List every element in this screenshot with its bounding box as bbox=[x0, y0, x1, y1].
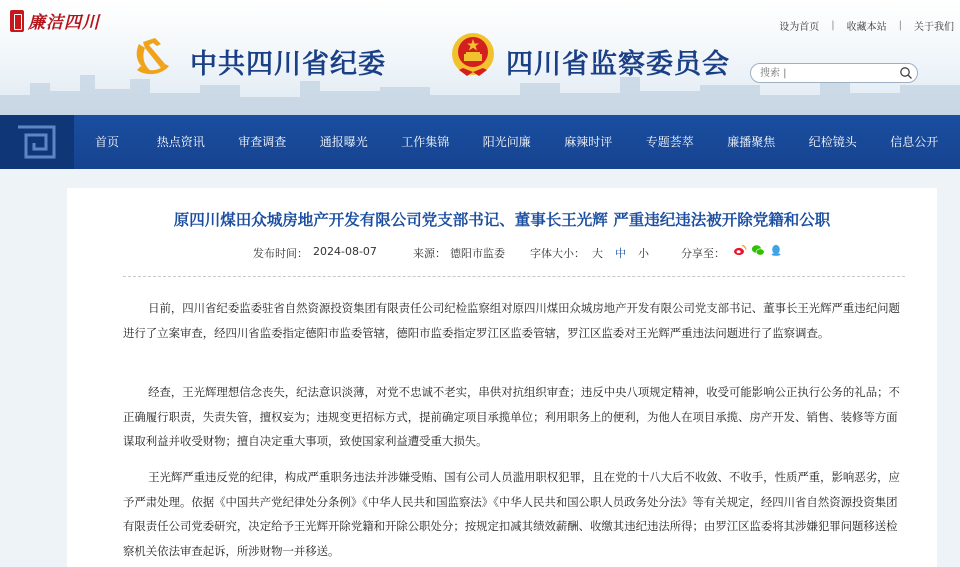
bookmark-link[interactable]: 收藏本站 bbox=[846, 22, 887, 33]
party-commission-title: 中共四川省纪委 bbox=[190, 49, 386, 80]
party-emblem-icon bbox=[131, 34, 175, 78]
nav-item-work-highlights[interactable]: 工作集锦 bbox=[401, 135, 450, 149]
nav-item-disclosure[interactable]: 信息公开 bbox=[890, 135, 939, 149]
nav-list bbox=[74, 115, 955, 169]
weibo-icon[interactable] bbox=[733, 243, 747, 257]
nav-item-lens[interactable]: 纪检镜头 bbox=[808, 135, 857, 149]
set-homepage-link[interactable]: 设为首页 bbox=[779, 22, 820, 33]
publish-date: 2024-08-07 bbox=[313, 245, 377, 258]
nav-item-commentary[interactable]: 麻辣时评 bbox=[564, 135, 613, 149]
brand-text: 廉洁四川 bbox=[28, 13, 100, 33]
source-label: 来源： bbox=[413, 247, 446, 260]
article-paragraph: 经查，王光辉理想信念丧失，纪法意识淡薄，对党不忠诚不老实，串供对抗组织审查；违反中央八项规定精神，收受可能影响公正执行公务的礼品；不正确履行职责，失责失管，擅权妄为；违规变更招标方式，提前确定项目承揽单位；利用职务上的便利，为他人在项目承揽、房产开发、销售、装修等方面谋取利益并收受财物；擅自决定重大事项，致使国家利益遭受重大损失。 bbox=[123, 385, 900, 448]
divider: | bbox=[831, 20, 835, 31]
nav-item-sunshine[interactable]: 阳光问廉 bbox=[482, 135, 531, 149]
search-box[interactable] bbox=[750, 63, 918, 83]
font-size-label: 字体大小： bbox=[530, 247, 585, 260]
seal-icon bbox=[10, 10, 24, 32]
nav-item-hot-news[interactable]: 热点资讯 bbox=[156, 135, 205, 149]
share-label: 分享至： bbox=[681, 247, 725, 260]
article-title: 原四川煤田众城房地产开发有限公司党支部书记、董事长王光辉 严重违纪违法被开除党籍和公职 bbox=[173, 211, 831, 229]
publish-label: 发布时间： bbox=[253, 247, 308, 260]
nav-item-home[interactable]: 首页 bbox=[94, 135, 119, 149]
font-size-large-button[interactable]: 大 bbox=[592, 247, 603, 260]
top-links bbox=[779, 18, 954, 33]
article-container bbox=[67, 188, 937, 567]
search-icon[interactable] bbox=[899, 66, 913, 80]
nav-item-topics[interactable]: 专题荟萃 bbox=[645, 135, 694, 149]
site-logo[interactable] bbox=[10, 8, 100, 33]
article-paragraph: 王光辉严重违反党的纪律，构成严重职务违法并涉嫌受贿、国有公司人员滥用职权犯罪，且在党的十八大后不收敛、不收手，性质严重，影响恶劣，应予严肃处理。依据《中国共产党纪律处分条例》《中华人民共和国监察法》《中华人民共和国公职人员政务处分法》等有关规定，经四川省自然资源投资集团有限责任公司党委研究，决定给予王光辉开除党籍和开除公职处分；按规定扣减其绩效薪酬、收缴其违纪违法所得；由罗江区监委将其涉嫌犯罪问题移送检察机关依法审查起诉，所涉财物一并移送。 bbox=[123, 470, 900, 558]
site-header bbox=[0, 0, 960, 115]
article-paragraph: 日前，四川省纪委监委驻省自然资源投资集团有限责任公司纪检监察组对原四川煤田众城房地产开发有限公司党支部书记、董事长王光辉严重违纪问题进行了立案审查，经四川省监委指定德阳市监委管辖，德阳市监委指定罗江区监委管辖，罗江区监委对王光辉严重违法问题进行了监察调查。 bbox=[123, 301, 900, 340]
nav-item-broadcast[interactable]: 廉播聚焦 bbox=[727, 135, 776, 149]
main-navigation bbox=[0, 115, 960, 169]
fret-ornament-icon bbox=[0, 115, 74, 169]
nav-item-exposure[interactable]: 通报曝光 bbox=[319, 135, 368, 149]
share-icons bbox=[733, 243, 783, 257]
article-meta bbox=[67, 243, 937, 263]
wechat-icon[interactable] bbox=[751, 243, 765, 257]
font-size-small-button[interactable]: 小 bbox=[638, 247, 649, 260]
about-us-link[interactable]: 关于我们 bbox=[914, 22, 954, 33]
supervision-commission-title: 四川省监察委员会 bbox=[506, 49, 730, 80]
qq-icon[interactable] bbox=[769, 243, 783, 257]
source-value: 德阳市监委 bbox=[450, 247, 505, 260]
nav-item-investigation[interactable]: 审查调查 bbox=[238, 135, 287, 149]
meta-divider bbox=[123, 276, 905, 277]
font-size-medium-button[interactable]: 中 bbox=[615, 247, 626, 260]
search-input[interactable] bbox=[758, 67, 897, 80]
divider: | bbox=[898, 20, 902, 31]
national-emblem-icon bbox=[449, 30, 497, 80]
